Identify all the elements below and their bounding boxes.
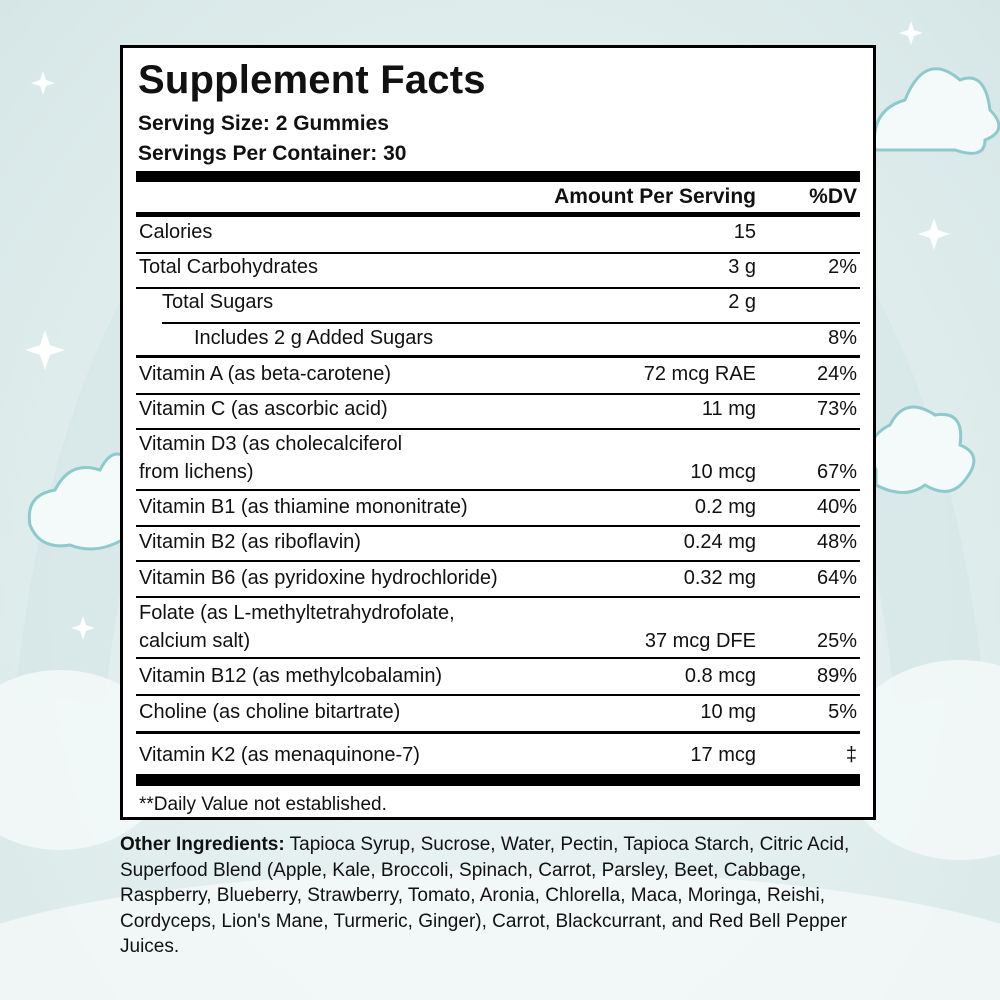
nutrient-dv: 48%	[816, 531, 857, 553]
row-divider	[136, 525, 860, 527]
nutrient-amount: 37 mcg DFE	[644, 630, 756, 652]
row-divider	[136, 694, 860, 696]
row-divider	[162, 322, 860, 324]
section-divider	[136, 731, 860, 734]
nutrient-dv: 64%	[816, 567, 857, 589]
nutrient-name: Vitamin B1 (as thiamine mononitrate)	[139, 496, 468, 518]
nutrient-name: Vitamin K2 (as menaquinone-7)	[139, 744, 420, 766]
footnote: **Daily Value not established.	[139, 794, 387, 815]
nutrient-name: Vitamin D3 (as cholecalciferol	[139, 433, 403, 455]
supplement-facts-panel	[120, 45, 876, 820]
nutrient-name: Total Carbohydrates	[139, 256, 318, 278]
nutrient-dv: 73%	[816, 398, 857, 420]
row-divider	[136, 428, 860, 430]
nutrient-name-continued: from lichens)	[139, 461, 254, 483]
nutrient-dv: ‡	[845, 744, 857, 766]
section-divider	[136, 355, 860, 358]
nutrient-name: Calories	[139, 221, 213, 243]
nutrient-dv: 67%	[816, 461, 857, 483]
thick-divider	[136, 774, 860, 786]
nutrient-dv: 5%	[828, 701, 857, 723]
nutrient-name: Vitamin B6 (as pyridoxine hydrochloride)	[139, 567, 498, 589]
row-divider	[136, 393, 860, 395]
cloud-icon	[874, 69, 999, 154]
dv-header: %DV	[809, 185, 857, 208]
row-divider	[136, 287, 860, 289]
nutrient-name: Vitamin B12 (as methylcobalamin)	[139, 665, 443, 687]
medium-divider	[136, 212, 860, 217]
thick-divider	[136, 171, 860, 182]
nutrient-amount: 0.24 mg	[683, 531, 756, 553]
cloud-icon	[29, 454, 122, 549]
nutrient-name: Choline (as choline bitartrate)	[139, 701, 401, 723]
nutrient-amount: 11 mg	[701, 398, 756, 420]
nutrient-name: Total Sugars	[162, 291, 274, 313]
nutrient-name: Includes 2 g Added Sugars	[194, 327, 434, 349]
other-ingredients-text: Tapioca Syrup, Sucrose, Water, Pectin, Tapioca Starch, Citric Acid, Superfood Blend (Apple, Kale, Broccoli, Spinach, Carrot, Parsley, Beet, Cabbage, Raspberry, Blueberry, Strawberry, Tomato, Aronia, Chlorella, Maca, Moringa, Reishi, Cordyceps, Lion's Mane, Turmeric, Ginger), Carrot, Blackcurrant, and Red Bell Pepper Juices.	[120, 834, 850, 957]
row-divider	[136, 657, 860, 659]
nutrient-amount: 10 mg	[700, 701, 756, 723]
nutrient-dv: 2%	[828, 256, 857, 278]
amount-header: Amount Per Serving	[554, 185, 756, 208]
nutrient-name-continued: calcium salt)	[139, 630, 251, 652]
nutrient-amount: 72 mcg RAE	[643, 363, 756, 385]
nutrient-dv: 8%	[828, 327, 857, 349]
nutrient-amount: 10 mcg	[690, 461, 756, 483]
nutrient-amount: 2 g	[728, 291, 756, 313]
nutrient-name: Vitamin C (as ascorbic acid)	[139, 398, 388, 420]
nutrient-dv: 25%	[816, 630, 857, 652]
nutrient-amount: 15	[733, 221, 756, 243]
serving-size: Serving Size: 2 Gummies	[138, 112, 389, 135]
nutrient-amount: 0.32 mg	[683, 567, 756, 589]
nutrient-name: Folate (as L-methyltetrahydrofolate,	[139, 602, 455, 624]
other-ingredients-label: Other Ingredients:	[120, 834, 285, 855]
nutrient-name: Vitamin B2 (as riboflavin)	[139, 531, 361, 553]
row-divider	[136, 560, 860, 562]
other-ingredients	[120, 832, 890, 960]
nutrient-amount: 0.8 mcg	[684, 665, 756, 687]
row-divider	[136, 489, 860, 491]
nutrient-dv: 24%	[816, 363, 857, 385]
row-divider	[136, 596, 860, 598]
nutrient-dv: 89%	[816, 665, 857, 687]
nutrient-dv: 40%	[816, 496, 857, 518]
nutrient-name: Vitamin A (as beta-carotene)	[139, 363, 391, 385]
nutrient-amount: 3 g	[728, 256, 756, 278]
row-divider	[136, 252, 860, 254]
panel-title: Supplement Facts	[138, 58, 486, 102]
nutrient-amount: 0.2 mg	[694, 496, 756, 518]
servings-per-container: Servings Per Container: 30	[138, 142, 407, 165]
nutrient-amount: 17 mcg	[690, 744, 756, 766]
